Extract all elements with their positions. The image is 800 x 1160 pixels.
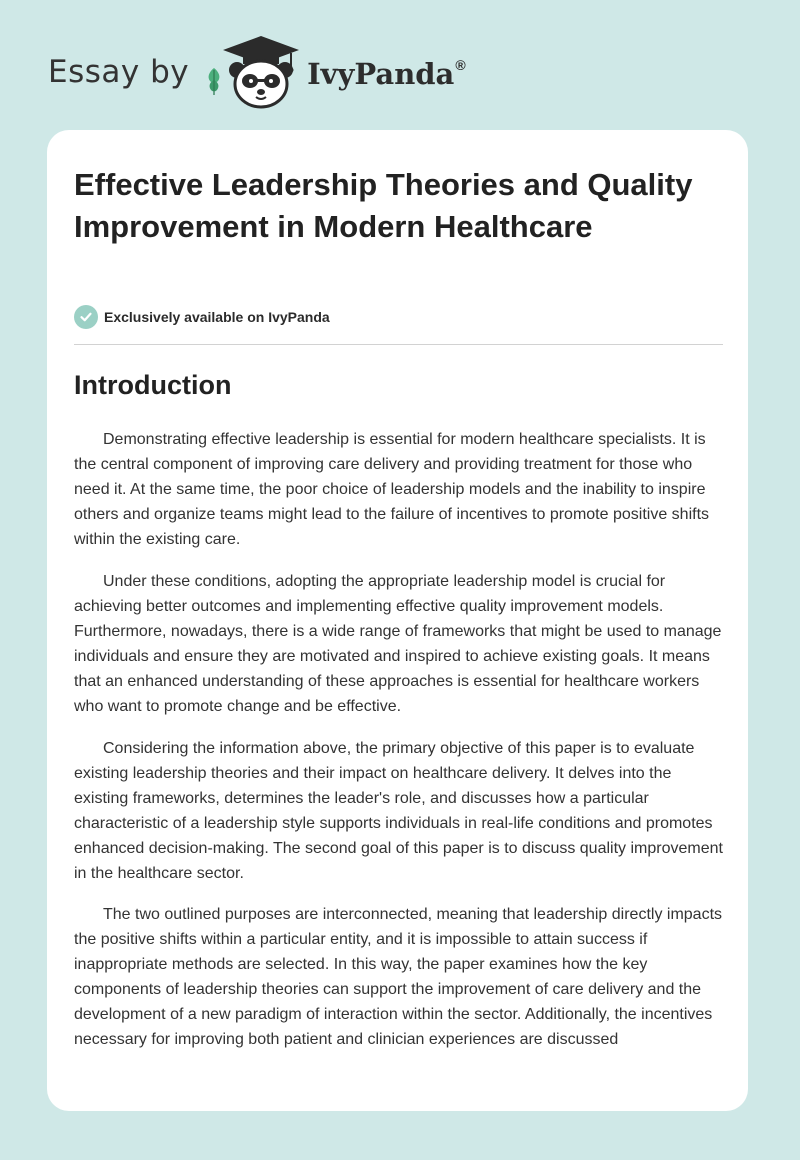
paragraph: Considering the information above, the primary objective of this paper is to evaluate existing leadership theories and their impact on healthcare delivery. It delves into the existing frameworks, determines the leader's role, and discusses how a particular characteristic of a leadership style supports individuals in real-life conditions and promotes enhanced decision-making. The second goal of this paper is to discuss quality improvement in the healthcare sector.: [74, 739, 723, 882]
paragraph: Demonstrating effective leadership is essential for modern healthcare specialists. It is the central component of improving care delivery and providing treatment for those who need it. At the same time, the poor choice of leadership models and the inability to inspire others and organize teams might lead to the failure of incentives to promote positive shifts within the existing care.: [74, 431, 710, 548]
brand-header: [48, 34, 466, 110]
section-heading-introduction: Introduction: [74, 370, 232, 400]
brand-name-text: IvyPanda: [307, 57, 455, 91]
exclusive-badge: [74, 305, 330, 329]
title-divider: [74, 344, 723, 345]
essay-title: Effective Leadership Theories and Quality Improvement in Modern Healthcare: [74, 167, 693, 244]
brand-prefix: Essay by: [48, 54, 190, 90]
registered-mark: ®: [455, 57, 466, 73]
brand-name: [307, 57, 466, 91]
panda-graduate-icon: [221, 34, 301, 110]
check-circle-icon: [74, 305, 98, 329]
paragraph: The two outlined purposes are interconnected, meaning that leadership directly impacts the positive shifts within a particular entity, and it is impossible to attain success if inappropriate methods are selected. In this way, the paper examines how the key components of leadership theories can support the improvement of care delivery and the development of a new paradigm of interaction within the sector. Additionally, the incentives necessary for improving both patient and clinician experiences are discussed: [74, 906, 723, 1049]
essay-body: [74, 427, 728, 1069]
exclusive-badge-text: Exclusively available on IvyPanda: [104, 309, 330, 325]
essay-card: [47, 130, 748, 1111]
paragraph: Under these conditions, adopting the appropriate leadership model is crucial for achieving better outcomes and implementing effective quality improvement models. Furthermore, nowadays, there is a wide range of frameworks that might be used to manage individuals and ensure they are motivated and inspired to achieve existing goals. It means that an enhanced understanding of these approaches is essential for healthcare workers who want to promote change and be effective.: [74, 572, 722, 715]
